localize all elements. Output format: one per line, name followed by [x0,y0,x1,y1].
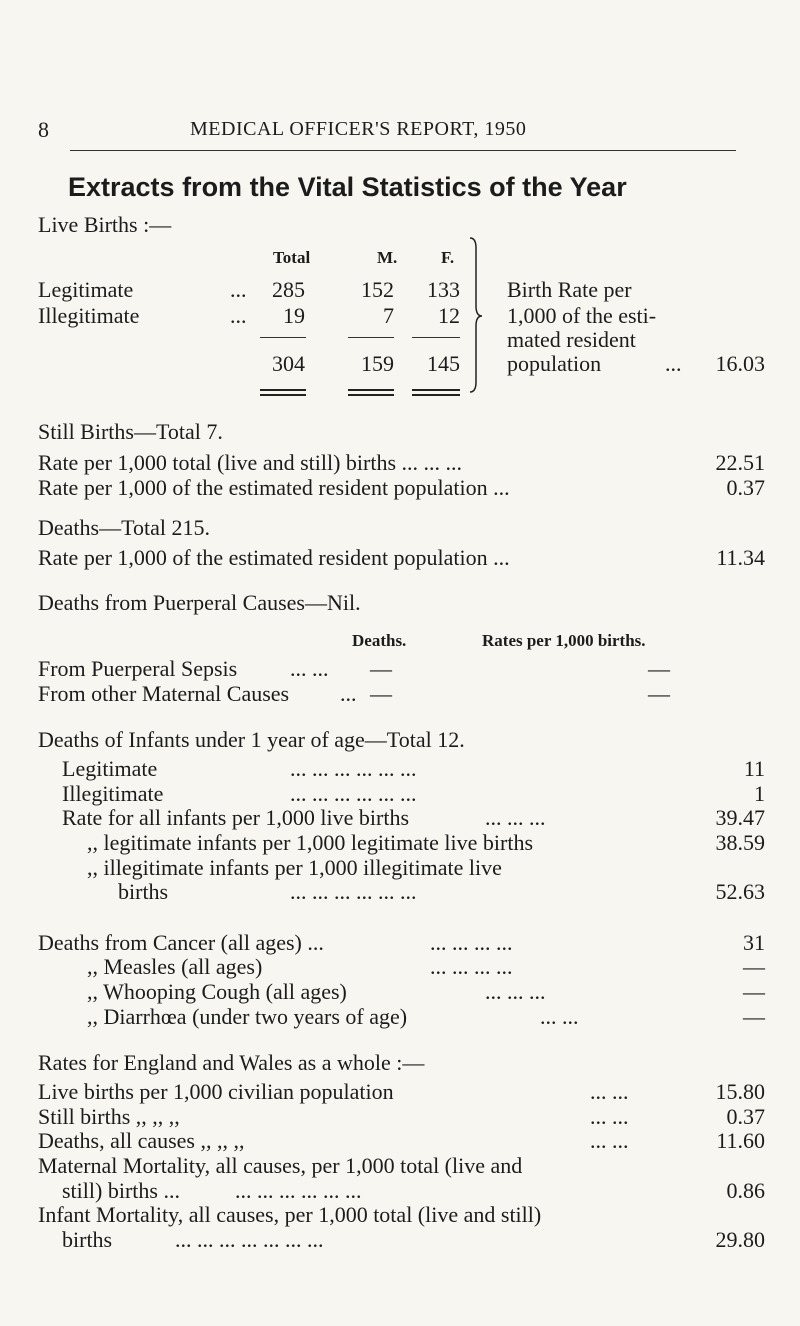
total-double-rule [348,389,394,396]
england-row-dots: ... ... ... ... ... ... ... [175,1227,324,1252]
england-row-dots: ... ... ... ... ... ... [235,1178,362,1203]
header-rule [70,150,736,151]
cause-row-dots: ... ... ... ... [430,930,513,955]
cause-row-label: Deaths from Cancer (all ages) ... [38,930,324,955]
cell-m: 7 [383,303,394,328]
f-sum: 145 [427,351,460,376]
cause-row-label: ,, Diarrhœa (under two years of age) [87,1004,408,1029]
cause-row-value: — [743,954,765,979]
puerperal-row-dots: ... ... [290,656,329,681]
right-brace-icon [466,236,496,396]
puerperal-row-dots: ... [340,681,357,706]
cause-row-value: 31 [743,930,765,955]
infant-row-value: 38.59 [715,830,765,855]
total-double-rule [412,389,460,396]
infant-row-label: Legitimate [62,756,158,781]
col-rates-header: Rates per 1,000 births. [482,631,646,650]
infant-row-value: 52.63 [715,879,765,904]
england-row-label: Deaths, all causes ,, ,, ,, [38,1128,245,1153]
england-row-value: 0.86 [726,1178,765,1203]
puerperal-row-label: From other Maternal Causes [38,681,290,706]
infants-heading: Deaths of Infants under 1 year of age—Total 12. [38,727,465,752]
deaths-heading: Deaths—Total 215. [38,515,210,540]
infant-row-label: Illegitimate [62,781,164,806]
england-row-value: 29.80 [715,1227,765,1252]
puerperal-rate: — [648,656,670,681]
live-births-heading: Live Births :— [38,212,172,237]
row-dots: ... [230,277,247,302]
puerperal-row-label: From Puerperal Sepsis [38,656,238,681]
england-row-label: births [62,1227,113,1252]
cell-f: 133 [427,277,460,302]
deaths-rate-value: 11.34 [716,545,765,570]
england-row-dots: ... ... [590,1104,629,1129]
subtotal-rule [260,337,306,338]
infant-row-value: 1 [754,781,765,806]
england-row-value: 11.60 [716,1128,765,1153]
england-row-value: 15.80 [715,1079,765,1104]
cause-row-value: — [743,979,765,1004]
puerperal-rate: — [648,681,670,706]
subtotal-rule [348,337,394,338]
birth-rate-text: mated resident [507,327,636,352]
england-row-label: Maternal Mortality, all causes, per 1,000 total (live and [38,1153,523,1178]
deaths-rate-line: Rate per 1,000 of the estimated resident population ... [38,545,510,570]
still-rate-line: Rate per 1,000 total (live and still) births ... ... ... [38,450,463,475]
still-rate-line: Rate per 1,000 of the estimated resident population ... [38,475,510,500]
puerperal-deaths: — [370,681,392,706]
infant-row-dots: ... ... ... ... ... ... [290,756,417,781]
row-label: Legitimate [38,277,134,302]
col-total-header: Total [273,248,311,267]
infant-row-label: ,, illegitimate infants per 1,000 illegitimate live [87,855,502,880]
england-row-dots: ... ... [590,1079,629,1104]
infant-row-label: ,, legitimate infants per 1,000 legitimate live births [87,830,534,855]
infant-row-label: Rate for all infants per 1,000 live births [62,805,410,830]
total-double-rule [260,389,306,396]
infant-row-dots: ... ... ... ... ... ... [290,879,417,904]
col-deaths-header: Deaths. [352,631,407,650]
cell-f: 12 [438,303,460,328]
col-m-header: M. [377,248,398,267]
england-row-dots: ... ... [590,1128,629,1153]
infant-row-dots: ... ... ... [485,805,546,830]
england-heading: Rates for England and Wales as a whole :— [38,1050,425,1075]
england-row-label: Live births per 1,000 civilian population [38,1079,394,1104]
england-row-label: Still births ,, ,, ,, [38,1104,180,1129]
section-title: Extracts from the Vital Statistics of the Year [68,172,627,202]
page-number: 8 [38,117,49,142]
cause-row-dots: ... ... ... ... [430,954,513,979]
birth-rate-text: 1,000 of the esti- [507,303,657,328]
cause-row-value: — [743,1004,765,1029]
infant-row-dots: ... ... ... ... ... ... [290,781,417,806]
cell-total: 285 [272,277,305,302]
col-f-header: F. [441,248,455,267]
cause-row-label: ,, Whooping Cough (all ages) [87,979,347,1004]
cause-row-dots: ... ... ... [485,979,546,1004]
infant-row-value: 11 [743,756,765,781]
england-row-value: 0.37 [726,1104,765,1129]
row-dots: ... [230,303,247,328]
row-label: Illegitimate [38,303,140,328]
cause-row-label: ,, Measles (all ages) [87,954,263,979]
still-rate-value: 0.37 [726,475,765,500]
infant-row-value: 39.47 [715,805,765,830]
birth-rate-value: 16.03 [715,351,765,376]
birth-rate-text: population [507,351,602,376]
cell-m: 152 [361,277,394,302]
running-header: MEDICAL OFFICER'S REPORT, 1950 [190,118,527,140]
puerperal-deaths: — [370,656,392,681]
m-sum: 159 [361,351,394,376]
england-row-label: still) births ... [62,1178,180,1203]
total-sum: 304 [272,351,305,376]
cell-total: 19 [283,303,305,328]
england-row-label: Infant Mortality, all causes, per 1,000 total (live and still) [38,1202,542,1227]
cause-row-dots: ... ... [540,1004,579,1029]
still-births-heading: Still Births—Total 7. [38,419,223,444]
infant-row-label: births [118,879,169,904]
birth-rate-text: Birth Rate per [507,277,632,302]
subtotal-rule [412,337,460,338]
still-rate-value: 22.51 [715,450,765,475]
puerperal-heading: Deaths from Puerperal Causes—Nil. [38,590,361,615]
birth-rate-dots: ... [665,351,682,376]
